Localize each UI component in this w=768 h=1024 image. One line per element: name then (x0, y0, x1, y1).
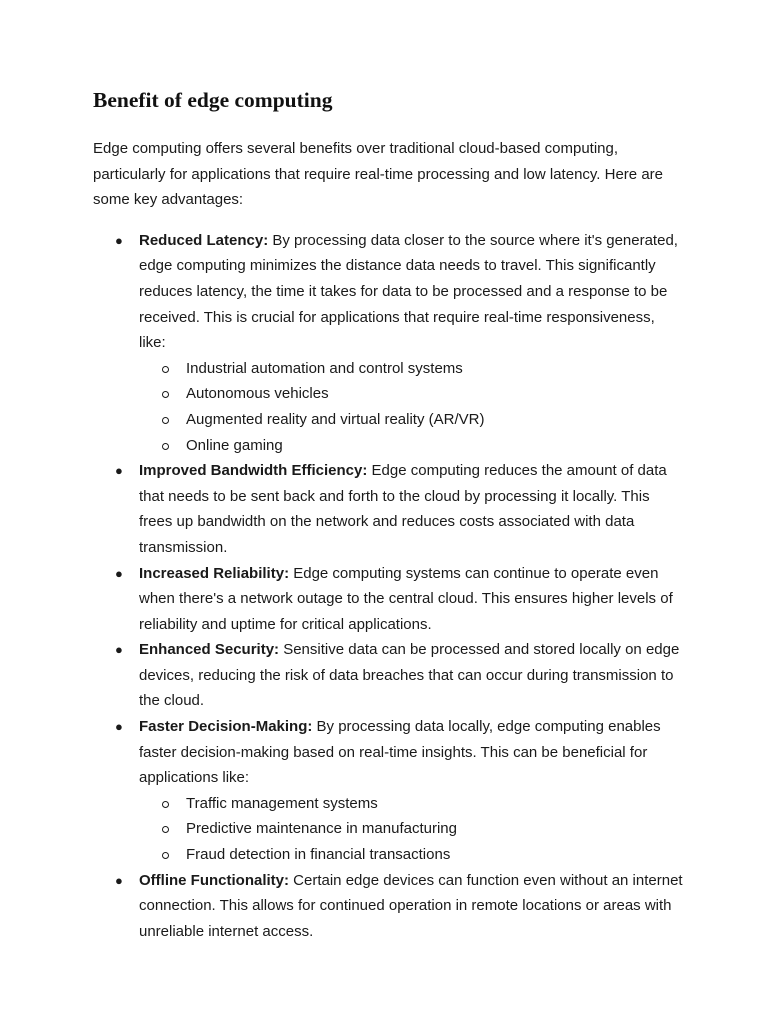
sub-list-item-text: Augmented reality and virtual reality (AR/VR) (186, 410, 485, 428)
sub-list-item-text: Industrial automation and control systems (186, 359, 463, 377)
benefit-item-offline-functionality (93, 868, 683, 945)
circle-bullet-icon (162, 366, 169, 373)
sub-list-item (139, 356, 683, 382)
benefit-text: Sensitive data can be processed and stored locally on edge devices, reducing the risk of data breaches that can occur during transmission to the cloud. (139, 641, 680, 710)
sub-list-item (139, 842, 683, 868)
bullet-icon: ● (115, 232, 123, 248)
benefit-text: Edge computing reduces the amount of data that needs to be sent back and forth to the cloud by processing it locally. This frees up bandwidth on the network and reduces costs associated with data transmission. (139, 462, 667, 556)
page-title: Benefit of edge computing (93, 88, 333, 112)
circle-bullet-icon (162, 417, 169, 424)
benefit-term: Offline Functionality: (139, 871, 289, 889)
sub-list-item (139, 381, 683, 407)
benefit-term: Improved Bandwidth Efficiency: (139, 462, 368, 480)
bullet-icon: ● (115, 719, 123, 735)
sub-list-item-text: Fraud detection in financial transactions (186, 846, 451, 864)
benefit-term: Faster Decision-Making: (139, 718, 313, 736)
sub-list (139, 356, 683, 458)
bullet-icon: ● (115, 565, 123, 581)
benefit-item-reduced-latency (93, 228, 683, 458)
benefit-term: Reduced Latency: (139, 231, 269, 249)
circle-bullet-icon (162, 391, 169, 398)
bullet-icon: ● (115, 642, 123, 658)
circle-bullet-icon (162, 852, 169, 859)
sub-list-item-text: Traffic management systems (186, 794, 378, 812)
bullet-icon: ● (115, 872, 123, 888)
benefit-text: By processing data locally, edge computing enables faster decision-making based on real-time insights. This can be beneficial for applications like: (139, 718, 661, 787)
benefit-item-bandwidth-efficiency (93, 458, 683, 560)
sub-list-item (139, 407, 683, 433)
benefit-item-security (93, 637, 683, 714)
benefit-text: By processing data closer to the source where it's generated, edge computing minimizes the distance data needs to travel. This significantly reduces latency, the time it takes for data to be processed and a response to be received. This is crucial for applications that require real-time responsiveness, like: (139, 231, 678, 352)
circle-bullet-icon (162, 801, 169, 808)
sub-list-item (139, 816, 683, 842)
benefit-item-reliability (93, 561, 683, 638)
circle-bullet-icon (162, 826, 169, 833)
benefit-term: Increased Reliability: (139, 564, 290, 582)
sub-list-item (139, 791, 683, 817)
circle-bullet-icon (162, 443, 169, 450)
sub-list-item-text: Online gaming (186, 436, 283, 454)
benefit-text: Certain edge devices can function even without an internet connection. This allows for continued operation in remote locations or areas with unreliable internet access. (139, 871, 683, 940)
document-body (93, 84, 683, 944)
benefit-term: Enhanced Security: (139, 641, 280, 659)
benefits-list (93, 228, 683, 945)
sub-list (139, 791, 683, 868)
benefit-text: Edge computing systems can continue to operate even when there's a network outage to the central cloud. This ensures higher levels of reliability and uptime for critical applications. (139, 564, 673, 633)
sub-list-item-text: Predictive maintenance in manufacturing (186, 820, 457, 838)
bullet-icon: ● (115, 463, 123, 479)
benefit-item-decision-making (93, 714, 683, 868)
intro-paragraph: Edge computing offers several benefits over traditional cloud-based computing, particularly for applications that require real-time processing and low latency. Here are some key advantages: (93, 140, 663, 209)
sub-list-item (139, 433, 683, 459)
sub-list-item-text: Autonomous vehicles (186, 385, 329, 403)
